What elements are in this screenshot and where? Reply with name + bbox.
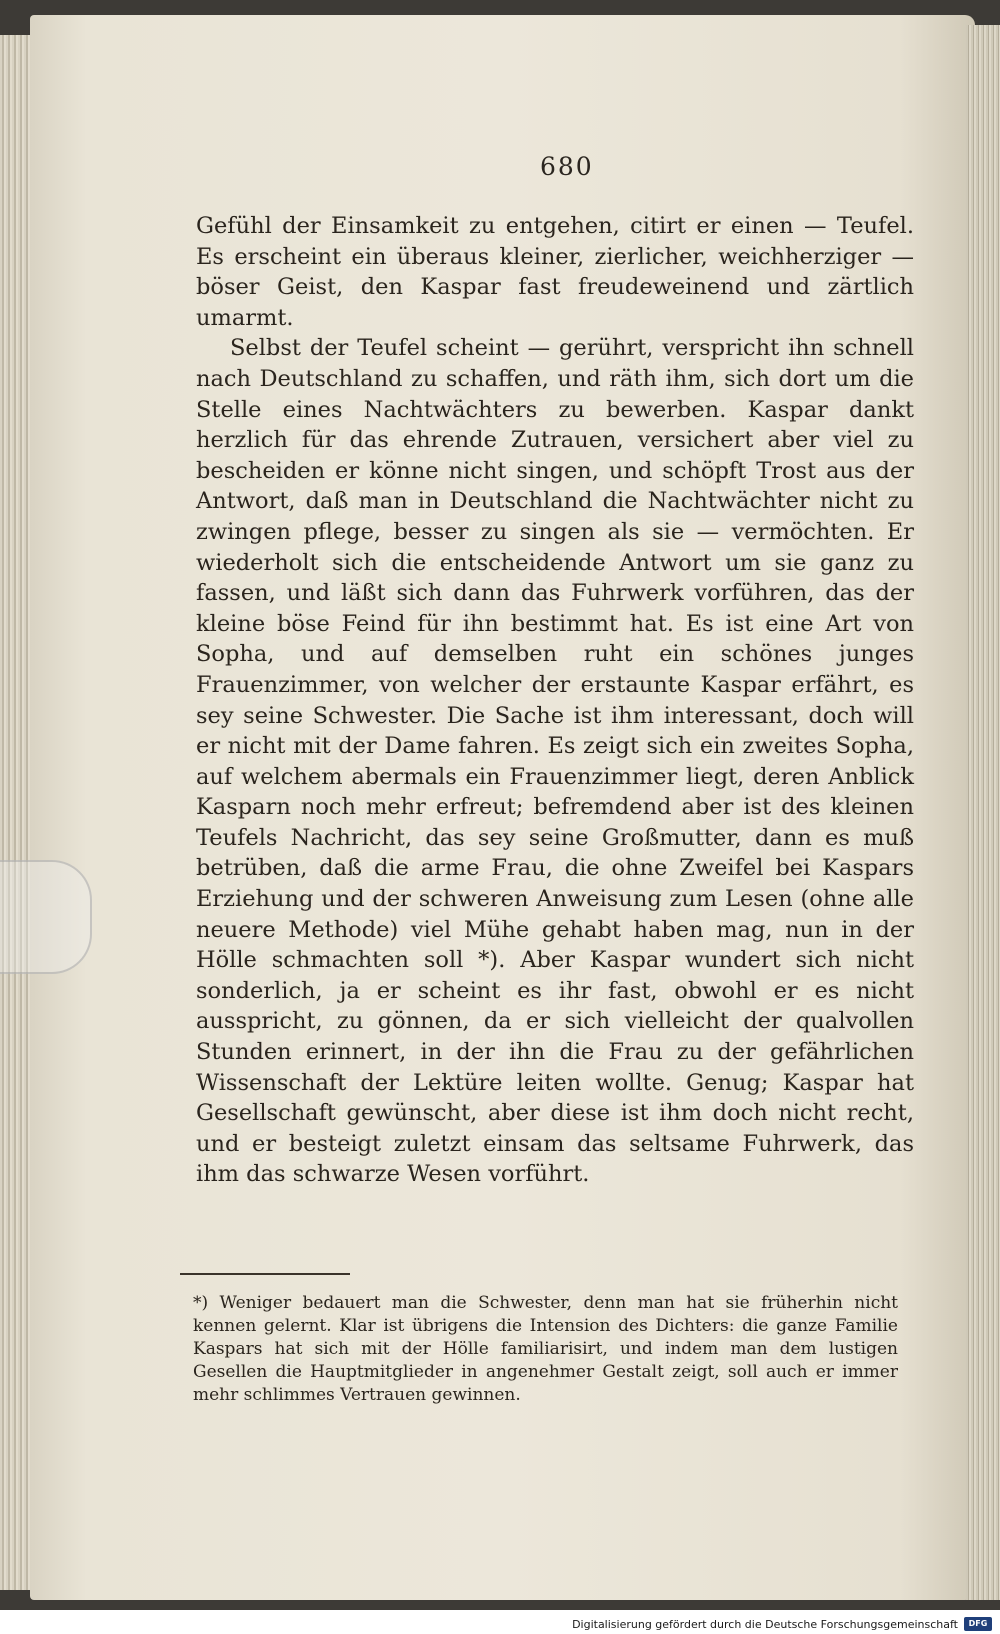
body-text [196,211,914,1190]
digitization-credit [572,1617,992,1631]
dfg-logo-icon: DFG [964,1617,992,1631]
plastic-bookmark-clip [0,860,92,974]
paragraph-1: Gefühl der Einsamkeit zu entgehen, citirt er einen — Teufel. Es erscheint ein überaus kleiner, zierlicher, weichherziger — böser Geist, den Kaspar fast freudeweinend und zärtlich umarmt. [196,213,914,331]
footnote: *) Weniger bedauert man die Schwester, denn man hat sie früherhin nicht kennen gelernt. Klar ist übrigens die Intension des Dichters: die ganze Familie Kaspars hat sich mit der Hölle familiarisirt, und indem man dem lustigen Gesellen die Hauptmitglieder in angenehmer Gestalt zeigt, soll auch er immer mehr schlimmes Vertrauen gewinnen. [193,1293,898,1405]
footnote-divider [180,1273,350,1275]
page-number: 680 [540,152,594,181]
paragraph-2: Selbst der Teufel scheint — gerührt, verspricht ihn schnell nach Deutschland zu schaffen, und räth ihm, sich dort um die Stelle eines Nachtwächters zu bewerben. Kaspar dankt herzlich für das ehrende Zutrauen, versichert aber viel zu bescheiden er könne nicht singen, und schöpft Trost aus der Antwort, daß man in Deutschland die Nachtwächter nicht zu zwingen pflege, besser zu singen als sie — vermöchten. Er wiederholt sich die entscheidende Antwort um sie ganz zu fassen, und läßt sich dann das Fuhrwerk vorführen, das der kleine böse Feind für ihn bestimmt hat. Es ist eine Art von Sopha, und auf demselben ruht ein schönes junges Frauenzimmer, von welcher der erstaunte Kaspar erfährt, es sey seine Schwester. Die Sache ist ihm interessant, doch will er nicht mit der Dame fahren. Es zeigt sich ein zweites Sopha, auf welchem abermals ein Frauenzimmer liegt, deren Anblick Kasparn noch mehr erfreut; befremdend aber ist des kleinen Teufels Nachricht, das sey seine Großmutter, dann es muß betrüben, daß die arme Frau, die ohne Zweifel bei Kaspars Erziehung und der schweren Anweisung zum Lesen (ohne alle neuere Methode) viel Mühe gehabt haben mag, nun in der Hölle schmachten soll *). Aber Kaspar wundert sich nicht sonderlich, ja er scheint es ihr fast, obwohl er es nicht ausspricht, zu gönnen, da er sich vielleicht der qualvollen Stunden erinnert, in der ihn die Frau zu der gefährlichen Wissenschaft der Lektüre leiten wollte. Genug; Kaspar hat Gesellschaft gewünscht, aber diese ist ihm doch nicht recht, und er besteigt zuletzt einsam das seltsame Fuhrwerk, das ihm das schwarze Wesen vorführt. [196,335,914,1188]
credit-text: Digitalisierung gefördert durch die Deutsche Forschungsgemeinschaft [572,1617,958,1631]
book-right-page-edges [966,25,1000,1600]
